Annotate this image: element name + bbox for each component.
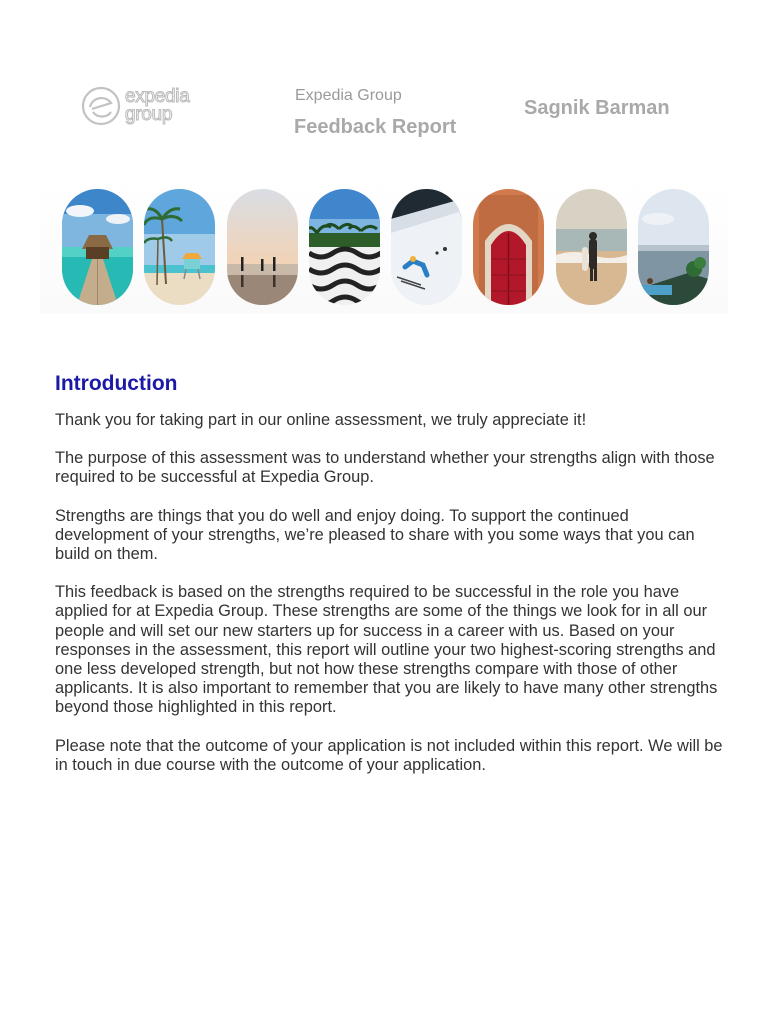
report-title: Feedback Report [294,116,457,138]
banner-image-surfer [556,189,627,305]
introduction-section [55,370,723,775]
banner-image-ski-slope [391,189,462,305]
logo-text-line2: group [125,104,173,125]
intro-paragraph-4: This feedback is based on the strengths required to be successful in the role you have applied for at Expedia Group. These strengths are some of the things we look for in all our people and will set our new starters up for success in a career with us. Based on your responses in the assessment, this report will outline your two highest-scoring strengths and one less developed strength, but not how these strengths compare with those of other applicants. It is also important to remember that you are likely to have many other strengths beyond those highlighted in this report. [55,583,718,717]
intro-paragraph-5: Please note that the outcome of your application is not included within this report. We will be in touch in due course with the outcome of your application. [55,736,723,774]
banner-image-palm-beach [144,189,215,305]
candidate-name: Sagnik Barman [524,97,670,119]
logo-text-line1: expedia [125,86,190,107]
introduction-heading: Introduction [55,372,178,395]
intro-paragraph-2: The purpose of this assessment was to understand whether your strengths align with those required to be successful at Expedia Group. [55,449,715,487]
logo-mark-icon [80,85,122,127]
banner-image-wave-promenade [309,189,380,305]
report-header [0,0,768,160]
banner-image-sunset-beach [227,189,298,305]
intro-paragraph-1: Thank you for taking part in our online assessment, we truly appreciate it! [55,411,587,429]
banner-image-infinity-pool [638,189,709,305]
banner-image-red-door [473,189,544,305]
banner-image-pier-hut [62,189,133,305]
expedia-group-logo [80,84,205,128]
intro-paragraph-3: Strengths are things that you do well and enjoy doing. To support the continued development of your strengths, we’re pleased to share with you some ways that you can build on them. [55,506,695,564]
company-name: Expedia Group [295,87,402,104]
